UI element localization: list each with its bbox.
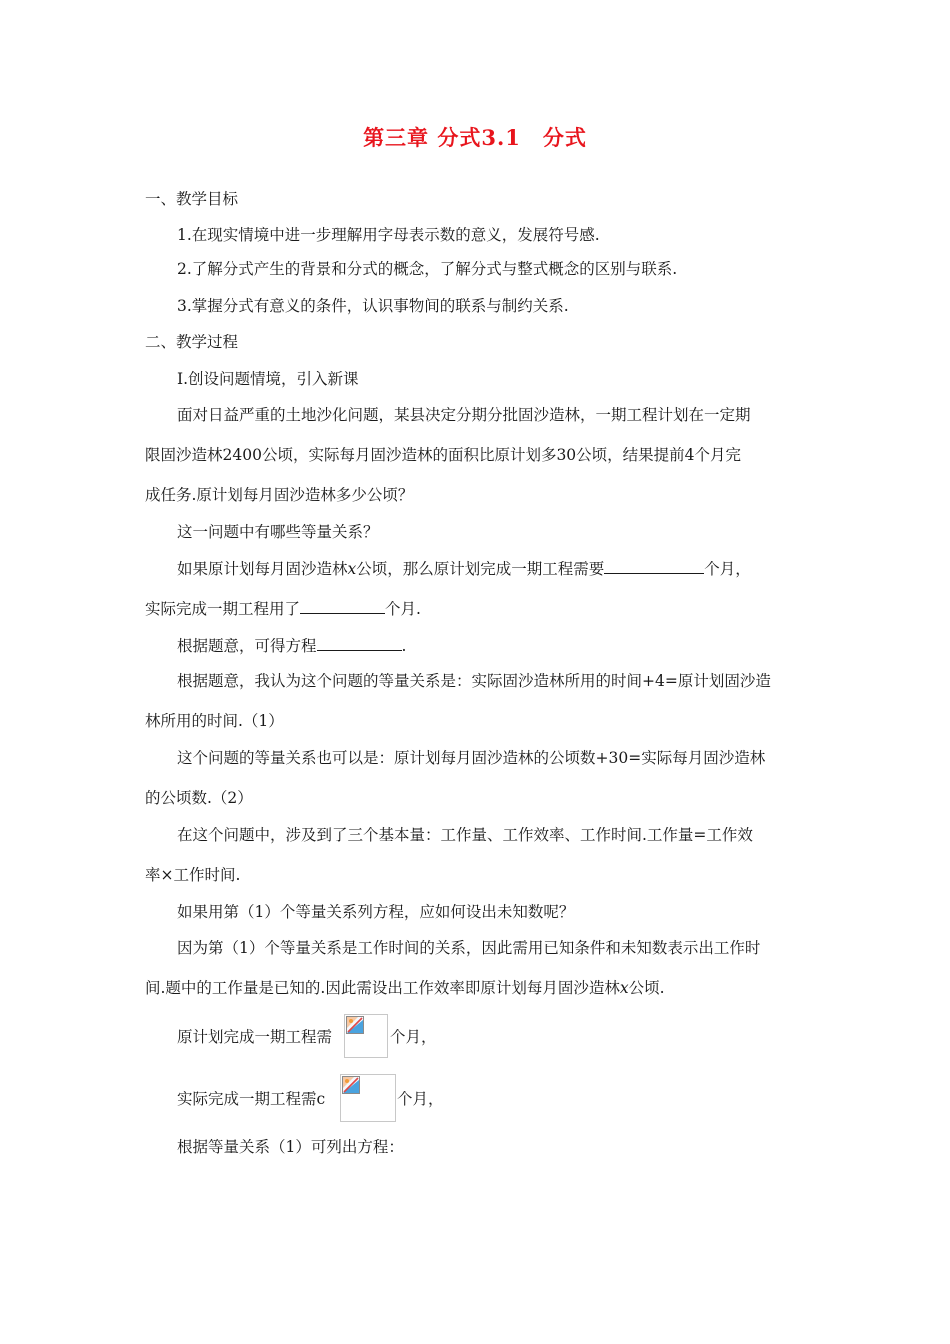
paragraph-quantities-line-1: 在这个问题中，涉及到了三个基本量：工作量、工作效率、工作时间.工作量=工作效 [177,826,753,844]
fill-text: 公顷，那么原计划完成一期工程需要 [356,560,605,578]
broken-image-icon [346,1016,364,1034]
fill-text: 实际完成一期工程用了 [145,600,301,618]
paragraph-reason-line-2 [145,977,665,999]
answer-blank-3[interactable] [317,634,402,651]
fill-text: 如果原计划每月固沙造林 [177,560,348,578]
fill-text: 原计划完成一期工程需 [177,1028,333,1046]
broken-image-placeholder [340,1074,396,1122]
paragraph-equation-prompt [177,634,406,657]
paragraph-relation-1-line-1: 根据题意，我认为这个问题的等量关系是：实际固沙造林所用的时间+4=原计划固沙造 [177,672,771,690]
paragraph-problem-line-1: 面对日益严重的土地沙化问题，某县决定分期分批固沙造林，一期工程计划在一定期 [177,406,751,424]
goal-item-2: 2.了解分式产生的背景和分式的概念，了解分式与整式概念的区别与联系. [177,260,678,278]
paragraph-relation-2-line-2: 的公顷数.（2） [145,789,253,807]
stray-character: c [316,1090,326,1108]
paragraph-plan-months-suffix: 个月， [390,1028,437,1046]
broken-image-placeholder [344,1014,388,1058]
paragraph-relation-2-line-1: 这个问题的等量关系也可以是：原计划每月固沙造林的公顷数+30=实际每月固沙造林 [177,749,766,767]
fill-text: 间.题中的工作量是已知的.因此需设出工作效率即原计划每月固沙造林 [145,979,620,997]
paragraph-question: 这一问题中有哪些等量关系？ [177,523,379,541]
paragraph-fill-line-2 [145,597,421,620]
paragraph-plan-months [177,1026,332,1048]
paragraph-problem-line-2: 限固沙造林2400公顷，实际每月固沙造林的面积比原计划多30公顷，结果提前4个月完 [145,446,742,464]
goal-item-1: 1.在现实情境中进一步理解用字母表示数的意义，发展符号感. [177,226,600,244]
paragraph-list-equation: 根据等量关系（1）可列出方程： [177,1138,404,1156]
paragraph-actual-months [177,1088,325,1110]
section-heading-process: 二、教学过程 [145,333,239,351]
fill-text: 个月， [704,560,751,578]
paragraph-actual-months-suffix: 个月， [397,1090,444,1108]
fill-text: . [401,637,407,655]
paragraph-relation-1-line-2: 林所用的时间.（1） [145,712,284,730]
fill-text: 个月. [385,600,421,618]
broken-image-icon [342,1076,360,1094]
variable-x: x [347,560,357,578]
variable-x: x [619,979,629,997]
paragraph-problem-line-3: 成任务.原计划每月固沙造林多少公顷？ [145,486,414,504]
answer-blank-1[interactable] [604,557,704,574]
paragraph-quantities-line-2: 率×工作时间. [145,866,241,884]
fill-text: 根据题意，可得方程 [177,637,317,655]
fill-text: 公顷. [628,979,665,997]
subsection-heading: Ⅰ.创设问题情境，引入新课 [177,370,359,388]
goal-item-3: 3.掌握分式有意义的条件，认识事物间的联系与制约关系. [177,297,569,315]
section-heading-goals: 一、教学目标 [145,190,239,208]
paragraph-fill-line-1 [177,557,751,580]
paragraph-reason-line-1: 因为第（1）个等量关系是工作时间的关系，因此需用已知条件和未知数表示出工作时 [177,939,761,957]
fill-text: 实际完成一期工程需 [177,1090,317,1108]
paragraph-how-to-set: 如果用第（1）个等量关系列方程，应如何设出未知数呢？ [177,903,575,921]
answer-blank-2[interactable] [300,597,385,614]
document-title: 第三章 分式3.1 分式 [363,125,587,150]
